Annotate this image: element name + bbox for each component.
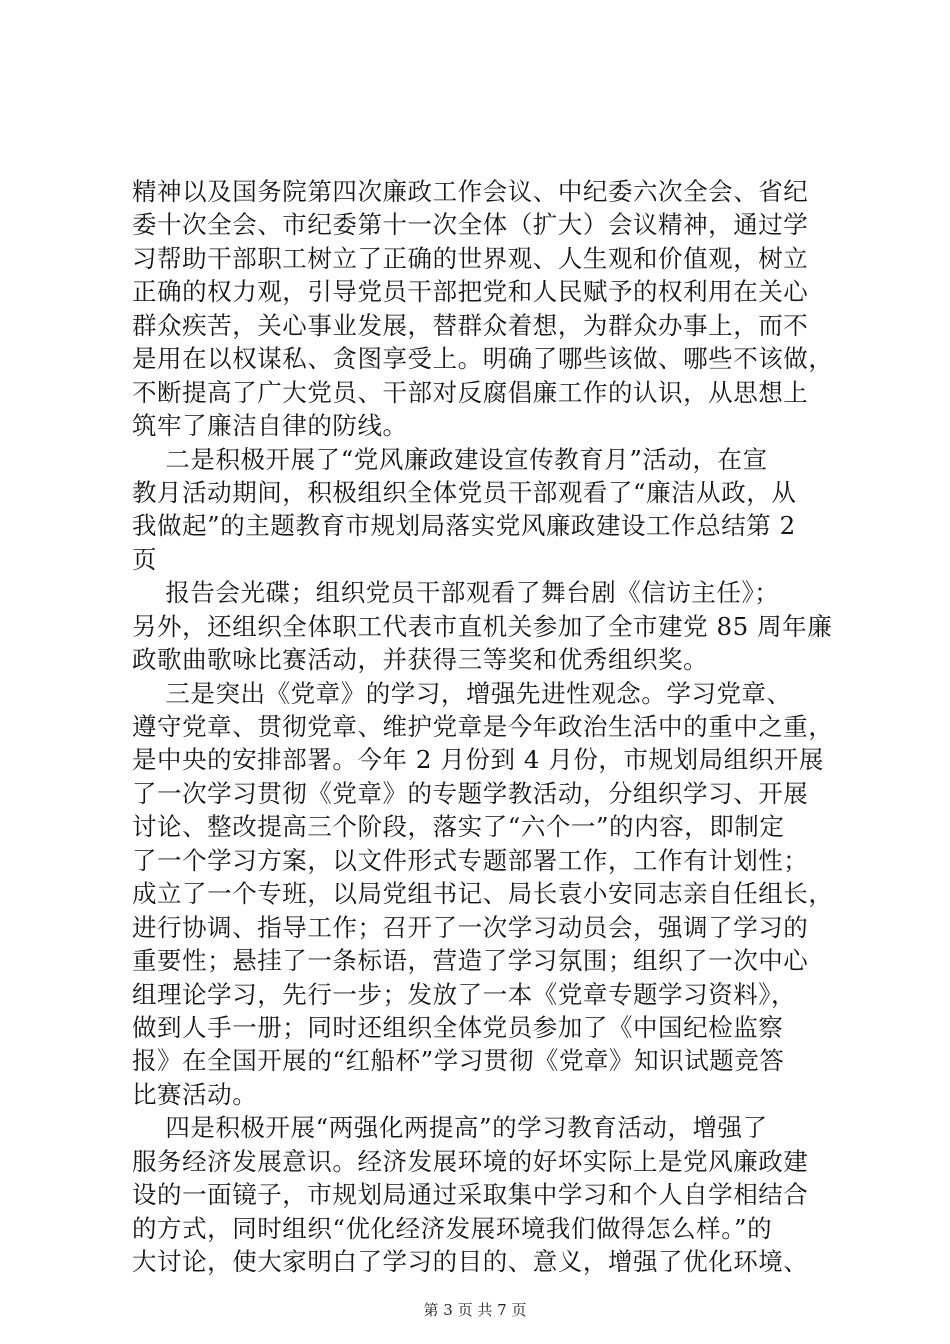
- text-line: 报告会光碟；组织党员干部观看了舞台剧《信访主任》；: [132, 578, 780, 608]
- text-line: 大讨论，使大家明白了学习的目的、意义，增强了优化环境、: [132, 1247, 809, 1276]
- text-line: 教月活动期间，积极组织全体党员干部观看了“廉洁从政，从: [132, 477, 797, 507]
- text-line: 了一次学习贯彻《党章》的专题学教活动，分组织学习、开展: [132, 778, 809, 808]
- text-line: 筑牢了廉洁自律的防线。: [132, 411, 408, 441]
- text-line: 委十次全会、市纪委第十一次全体（扩大）会议精神，通过学: [132, 210, 809, 240]
- text-line: 报》在全国开展的“红船杯”学习贯彻《党章》知识试题竞答: [132, 1046, 785, 1076]
- text-line: 设的一面镜子，市规划局通过采取集中学习和个人自学相结合: [132, 1180, 809, 1210]
- text-line: 正确的权力观，引导党员干部把党和人民赋予的权利用在关心: [132, 277, 809, 307]
- text-line: 是用在以权谋私、贪图享受上。明确了哪些该做、哪些不该做，: [132, 344, 834, 374]
- page-footer: 第 3 页 共 7 页: [423, 1301, 527, 1319]
- text-line: 政歌曲歌咏比赛活动，并获得三等奖和优秀组织奖。: [132, 645, 709, 675]
- text-line: 成立了一个专班，以局党组书记、局长袁小安同志亲自任组长，: [132, 879, 834, 909]
- text-line: 另外，还组织全体职工代表市直机关参加了全市建党 85 周年廉: [132, 611, 833, 641]
- text-line: 重要性；悬挂了一条标语，营造了学习氛围；组织了一次中心: [132, 946, 809, 976]
- text-line: 的方式，同时组织“优化经济发展环境我们做得怎么样。”的: [132, 1213, 773, 1243]
- text-line: 比赛活动。: [132, 1079, 258, 1109]
- body-text: [132, 175, 832, 1278]
- text-line: 页: [132, 544, 158, 574]
- text-line: 是中央的安排部署。今年 2 月份到 4 月份，市规划局组织开展: [132, 745, 824, 775]
- text-line: 四是积极开展“两强化两提高”的学习教育活动，增强了: [132, 1113, 768, 1143]
- text-line: 三是突出《党章》的学习，增强先进性观念。学习党章、: [132, 678, 792, 708]
- text-line: 遵守党章、贯彻党章、维护党章是今年政治生活中的重中之重，: [132, 712, 834, 741]
- text-line: 做到人手一册；同时还组织全体党员参加了《中国纪检监察: [132, 1012, 784, 1042]
- text-line: 了一个学习方案，以文件形式专题部署工作，工作有计划性；: [132, 845, 809, 875]
- text-line: 精神以及国务院第四次廉政工作会议、中纪委六次全会、省纪: [132, 177, 809, 206]
- text-line: 群众疾苦，关心事业发展，替群众着想，为群众办事上，而不: [132, 310, 809, 340]
- text-line: 讨论、整改提高三个阶段，落实了“六个一”的内容，即制定: [132, 812, 785, 842]
- text-line: 组理论学习，先行一步；发放了一本《党章专题学习资料》，: [132, 979, 797, 1009]
- text-line: 二是积极开展了“党风廉政建设宣传教育月”活动，在宣: [132, 444, 768, 474]
- text-line: 习帮助干部职工树立了正确的世界观、人生观和价值观，树立: [132, 243, 809, 273]
- text-line: 服务经济发展意识。经济发展环境的好坏实际上是党风廉政建: [132, 1146, 809, 1176]
- text-line: 进行协调、指导工作；召开了一次学习动员会，强调了学习的: [132, 912, 809, 942]
- text-line: 不断提高了广大党员、干部对反腐倡廉工作的认识，从思想上: [132, 377, 809, 407]
- text-line: 我做起”的主题教育市规划局落实党风廉政建设工作总结第 2: [132, 511, 796, 541]
